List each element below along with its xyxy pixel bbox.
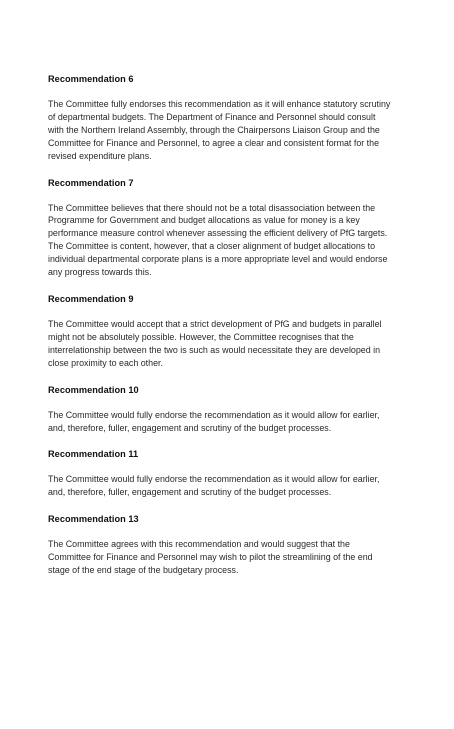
paragraph-line: Programme for Government and budget allocations as value for money is a key: [48, 215, 360, 226]
section-heading: Recommendation 6: [48, 74, 134, 84]
paragraph-line: and, therefore, fuller, engagement and scrutiny of the budget processes.: [48, 422, 332, 433]
paragraph-line: The Committee agrees with this recommendation and would suggest that the: [48, 539, 350, 550]
paragraph-line: interrelationship between the two is such as would necessitate they are developed in: [48, 344, 381, 355]
paragraph-line: and, therefore, fuller, engagement and scrutiny of the budget processes.: [48, 487, 332, 498]
section-heading: Recommendation 10: [48, 384, 139, 395]
paragraph-line: close proximity to each other.: [48, 357, 163, 368]
paragraph-line: individual departmental corporate plans is a more appropriate level and would endorse: [48, 254, 388, 265]
section-paragraph: [48, 473, 438, 499]
section-recommendation-9: [48, 293, 438, 370]
paragraph-line: Committee for Finance and Personnel may wish to pilot the streamlining of the end: [48, 552, 373, 563]
section-heading: Recommendation 13: [48, 514, 139, 525]
paragraph-line: The Committee would fully endorse the recommendation as it would allow for earlier,: [48, 409, 380, 420]
document-page: [48, 73, 438, 591]
section-recommendation-13: [48, 513, 438, 577]
section-heading: Recommendation 9: [48, 293, 134, 304]
section-heading: Recommendation 7: [48, 177, 134, 188]
section-recommendation-10: [48, 384, 438, 435]
paragraph-line: performance measure control whenever assessing the efficient delivery of PfG targets.: [48, 228, 388, 239]
section-recommendation-6: [48, 73, 438, 163]
paragraph-line: The Committee fully endorses this recommendation as it will enhance statutory scrutiny: [48, 99, 391, 109]
section-paragraph: [48, 318, 438, 370]
paragraph-line: stage of the end stage of the budgetary process.: [48, 565, 239, 576]
paragraph-line: The Committee is content, however, that a closer alignment of budget allocations to: [48, 241, 376, 252]
paragraph-line: of departmental budgets. The Department of Finance and Personnel should consult: [48, 111, 376, 122]
section-paragraph: [48, 202, 438, 279]
paragraph-line: with the Northern Ireland Assembly, through the Chairpersons Liaison Group and the: [48, 124, 380, 135]
paragraph-line: might not be absolutely possible. However, the Committee recognises that the: [48, 331, 354, 342]
section-paragraph: [48, 98, 438, 163]
paragraph-line: The Committee believes that there should not be a total disassociation between the: [48, 202, 376, 213]
section-heading: Recommendation 11: [48, 449, 139, 460]
paragraph-line: Committee for Finance and Personnel, to agree a clear and consistent format for the: [48, 137, 380, 148]
section-paragraph: [48, 538, 438, 577]
paragraph-line: The Committee would fully endorse the recommendation as it would allow for earlier,: [48, 474, 380, 485]
paragraph-line: any progress towards this.: [48, 267, 152, 278]
paragraph-line: The Committee would accept that a strict development of PfG and budgets in parallel: [48, 318, 382, 329]
section-recommendation-7: [48, 177, 438, 279]
section-paragraph: [48, 409, 438, 435]
paragraph-line: revised expenditure plans.: [48, 150, 152, 161]
section-recommendation-11: [48, 448, 438, 499]
